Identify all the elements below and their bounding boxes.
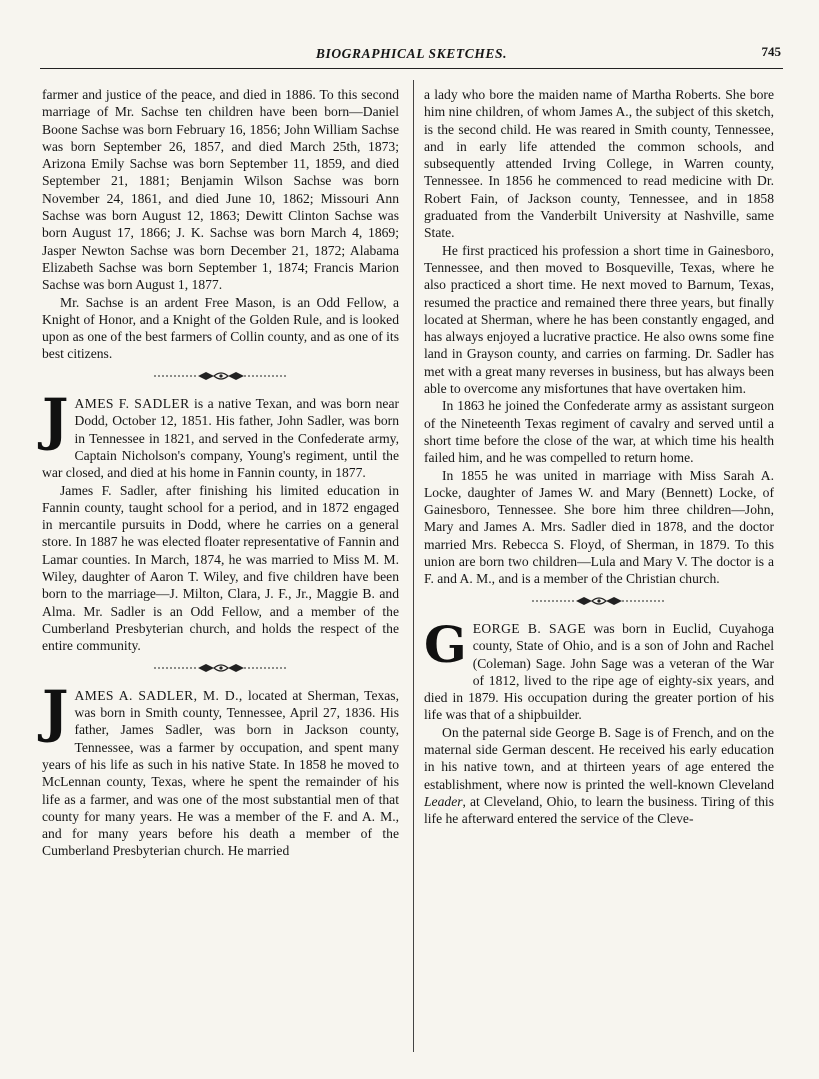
- running-title: BIOGRAPHICAL SKETCHES.: [315, 46, 508, 61]
- column-divider: [413, 80, 414, 1052]
- ornament-flourish-icon: [146, 370, 296, 382]
- page-header: [40, 44, 783, 66]
- newspaper-title: Leader: [424, 793, 463, 809]
- biography-name: EORGE B. SAGE: [472, 620, 587, 636]
- biography-james-a-sadler: [42, 678, 399, 860]
- text-run: , at Cleveland, Ohio, to learn the business. Tiring of this life he afterward entered the service of the Cleve-: [424, 793, 774, 827]
- biography-name: AMES F. SADLER: [74, 396, 190, 412]
- section-ornament: [424, 595, 774, 612]
- drop-cap: G: [424, 614, 467, 674]
- paragraph: He first practiced his profession a short time in Gainesboro, Tennessee, and then moved to Bosqueville, Texas, where he also practiced a short time. He next moved to Barnum, Texas, resumed the practice and remained there three years, but finally located at Sherman, where he has been constantly engaged, and has always enjoyed a lucrative practice. He also owns some fine land in Grayson county, and carries on farming. Dr. Sadler has met with a great many reverses in business, but has always been able to overcome any misfortunes that have overtaken him.: [424, 242, 774, 397]
- paragraph: farmer and justice of the peace, and died in 1886. To this second marriage of Mr. Sachse ten children have been born—Daniel Boone Sachse was born February 16, 1856; John William Sachse was born September 26, 1857, and died March 25th, 1873; Arizona Emily Sachse was born September 11, 1859, and died September 21, 1881; Benjamin Wilson Sachse was born November 24, 1861, and died June 10, 1862; Missouri Ann Sachse was born August 12, 1863; Dewitt Clinton Sachse was born August 17, 1866; J. K. Sachse was born March 4, 1869; Jasper Newton Sachse was born December 21, 1872; Alabama Elizabeth Sachse was born September 1, 1874; Francis Marion Sachse was born August 1, 1877.: [42, 87, 399, 293]
- right-column: [424, 86, 774, 827]
- paragraph: located at Sherman, Texas, was born in Smith county, Tennessee, April 27, 1836. His father, James Sadler, was born in Jackson county, Tennessee, was a farmer by occupation, and spent many years of his life as such in his native State. In 1858 he moved to McLennan county, Texas, where he spent the remainder of his life as a farmer, and was one of the most substantial men of that county for many years. He was a member of the F. and A. M., and for many years before his death a member of the Cumberland Presbyterian church. He married: [42, 687, 399, 859]
- left-column: [42, 86, 399, 860]
- paragraph: Mr. Sachse is an ardent Free Mason, is an Odd Fellow, a Knight of Honor, and a Knight of the Golden Rule, and is looked upon as one of the best farmers of Collin county, and as one of its best citizens.: [42, 294, 399, 362]
- ornament-flourish-icon: [524, 595, 674, 607]
- biography-name: AMES A. SADLER, M. D.,: [74, 687, 243, 703]
- page-number: 745: [761, 44, 781, 59]
- text-run: On the paternal side George B. Sage is of French, and on the maternal side German descent. He received his early education in his native town, and at thirteen years of age entered the establishment, where now is printed the well-known Cleveland: [424, 724, 774, 792]
- header-rule: [40, 68, 783, 69]
- paragraph: a lady who bore the maiden name of Martha Roberts. She bore him nine children, of whom James A., the subject of this sketch, is the second child. He was reared in Smith county, Tennessee, and in early life attended the common schools, and subsequently attended Irving College, in Warren county, Tennessee. In 1856 he commenced to read medicine with Dr. Robert Fain, of Jackson county, Tennessee, and in 1858 graduated from the Vanderbilt University at Nashville, same State.: [424, 87, 774, 241]
- biography-james-f-sadler: [42, 387, 399, 654]
- paragraph: [424, 724, 774, 828]
- paragraph: was born in Euclid, Cuyahoga county, State of Ohio, and is a son of John and Rachel (Coleman) Sage. John Sage was a veteran of the War of 1812, lived to the ripe age of eighty-six years, and died in 1879. His occupation during the greater portion of his life was that of a shipbuilder.: [424, 620, 774, 723]
- paragraph: In 1863 he joined the Confederate army as assistant surgeon of the Nineteenth Texas regiment of cavalry and served until a short time before the close of the war, at which time his health failed him, and he was compelled to return home.: [424, 398, 774, 466]
- drop-cap: J: [42, 678, 69, 745]
- paragraph: James F. Sadler, after finishing his limited education in Fannin county, taught school for a period, and in 1872 engaged in mercantile pursuits in Dodd, where he carries on a general store. In 1887 he was elected floater representative of Fannin and Lamar counties. In March, 1874, he was married to Miss M. M. Wiley, daughter of Aaron T. Wiley, and five children have been born to the marriage—J. Milton, Clara, J. F., Jr., Maggie B. and Alma. Mr. Sadler is an Odd Fellow, and a member of the Cumberland Presbyterian church, and holds the respect of the entire community.: [42, 482, 399, 654]
- ornament-flourish-icon: [146, 662, 296, 674]
- drop-cap: J: [42, 387, 69, 454]
- section-ornament: [42, 662, 399, 679]
- paragraph: is a native Texan, and was born near Dodd, October 12, 1851. His father, John Sadler, was born in Tennessee in 1821, and served in the Confederate army, Captain Nicholson's company, Young's regiment, until the war closed, and died at his home in Fannin county, in 1877.: [42, 396, 399, 481]
- biography-george-b-sage: [424, 614, 774, 828]
- paragraph: In 1855 he was united in marriage with Miss Sarah A. Locke, daughter of James W. and Mary (Bennett) Locke, of Gainesboro, Tennessee. She bore him three children—John, Mary and James A. Mrs. Sadler died in 1878, and the doctor married Mrs. Rebecca S. Floyd, of Sherman, in 1879. To this union are born two children—Lula and Mary V. The doctor is a F. and A. M., and is a member of the Christian church.: [424, 467, 774, 587]
- section-ornament: [42, 370, 399, 387]
